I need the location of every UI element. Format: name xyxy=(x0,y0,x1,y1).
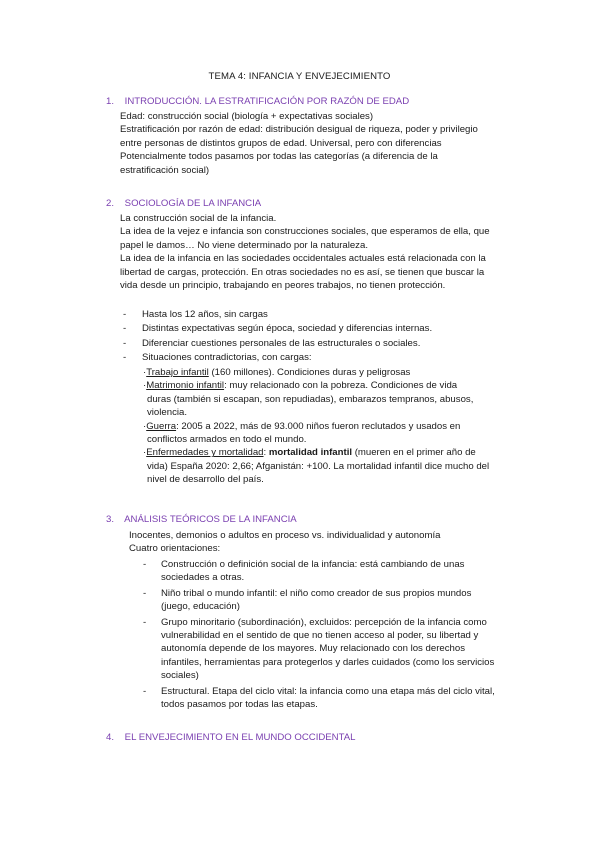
mid-dot: · xyxy=(143,380,147,392)
document-title: TEMA 4: INFANCIA Y ENVEJECIMIENTO xyxy=(208,71,391,82)
list-item-text: Hasta los 12 años, sin cargas xyxy=(142,309,268,320)
sub-item-label: Trabajo infantil xyxy=(146,367,209,378)
sub-item-label: Enfermedades y mortalidad xyxy=(146,447,264,459)
list-item-text: sociedades a otras. xyxy=(161,572,245,584)
section-number: 3. xyxy=(106,514,115,525)
section-1 xyxy=(106,95,566,177)
list-item-text: Construcción o definición social de la infancia: está cambiando de unas xyxy=(161,559,465,570)
sub-item-trabajo xyxy=(143,366,573,379)
paragraph-line: La idea de la vejez e infancia son construcciones sociales, que esperamos de ella, que xyxy=(120,226,490,238)
section-number: 4. xyxy=(106,732,115,743)
paragraph-line: La construcción social de la infancia. xyxy=(120,213,277,224)
mid-dot: · xyxy=(143,367,147,378)
list-item-text: Diferenciar cuestiones personales de las estructurales o sociales. xyxy=(142,337,421,349)
paragraph-line: estratificación social) xyxy=(120,164,210,176)
sub-item-text: : muy relacionado con la pobreza. Condiciones de vida xyxy=(224,380,458,392)
paragraph-line: La idea de la infancia en las sociedades occidentales actuales está relacionada con la xyxy=(120,253,486,265)
list-item-text: Grupo minoritario (subordinación), excluidos: percepción de la infancia como xyxy=(161,616,487,628)
list-item-text: vulnerabilidad en el sentido de que no tienen acceso al poder, su libertad y xyxy=(161,630,479,642)
mid-dot: · xyxy=(143,447,147,459)
section-heading xyxy=(106,731,566,744)
sub-item-guerra xyxy=(143,420,573,447)
sub-item-line: vida) España 2020: 2,66; Afganistán: +100. La mortalidad infantil dice mucho del xyxy=(147,460,490,472)
paragraph-line: Cuatro orientaciones: xyxy=(129,543,221,555)
list-item-text: Distintas expectativas según época, sociedad y diferencias internas. xyxy=(142,323,433,335)
orientations-list xyxy=(143,558,573,711)
section-number: 1. xyxy=(106,96,115,107)
list-item xyxy=(123,308,563,321)
sub-item-text: : 2005 a 2022, más de 93.000 niños fueron reclutados y usados en xyxy=(176,420,461,432)
paragraph-line: Potencialmente todos pasamos por todas las categorías (a diferencia de la xyxy=(120,151,438,163)
sub-item-line: nivel de desarrollo del país. xyxy=(147,474,264,486)
list-item xyxy=(123,337,563,350)
list-item xyxy=(143,685,573,712)
section-heading xyxy=(106,197,566,210)
list-item xyxy=(123,322,563,335)
section-2 xyxy=(106,197,566,292)
section-title: ANÁLISIS TEÓRICOS DE LA INFANCIA xyxy=(124,514,297,525)
section-title: SOCIOLOGÍA DE LA INFANCIA xyxy=(124,198,262,209)
paragraph-line: Inocentes, demonios o adultos en proceso vs. individualidad y autonomía xyxy=(129,530,441,541)
list-item xyxy=(123,351,563,364)
sub-item-line: duras (también si escapan, son repudiadas), embarazos tempranos, abusos, xyxy=(147,393,474,405)
sub-list xyxy=(143,366,573,487)
paragraph-line: Edad: construcción social (biología + expectativas sociales) xyxy=(120,111,374,122)
sub-item-label: Guerra xyxy=(146,420,177,432)
paragraph-line: entre personas de distintos grupos de edad. Universal, pero con diferencias xyxy=(120,137,442,149)
section-4 xyxy=(106,731,566,744)
list-item-text: (juego, educación) xyxy=(161,601,240,613)
section-title: INTRODUCCIÓN. LA ESTRATIFICACIÓN POR RAZÓN DE EDAD xyxy=(124,96,410,107)
paragraph-line: Estratificación por razón de edad: distribución desigual de riqueza, poder y privilegio xyxy=(120,124,478,136)
paragraph-line: libertad de cargas, protección. En otras sociedades no es así, se tienen que buscar la xyxy=(120,266,485,278)
dash-bullet: - xyxy=(143,559,147,570)
list-item-text: infantiles, herramientas para protegerlos y darles cuidados (como los servicios xyxy=(161,656,495,668)
list-item-text: sociales) xyxy=(161,670,199,682)
sub-item-matrimonio xyxy=(143,379,573,419)
list-item-text: Niño tribal o mundo infantil: el niño como creador de sus propios mundos xyxy=(161,587,472,599)
paragraph-line: vida desde un principio, trabajando en peores trabajos, no tienen protección. xyxy=(120,280,446,292)
dash-bullet: - xyxy=(123,323,127,335)
paragraph-line: papel le damos… No viene determinado por la naturaleza. xyxy=(120,239,368,251)
sub-item-label: Matrimonio infantil xyxy=(146,380,225,392)
dash-bullet: - xyxy=(123,337,127,349)
section-heading xyxy=(106,513,566,526)
section-number: 2. xyxy=(106,198,115,209)
sub-item-text: (160 millones). Condiciones duras y peligrosas xyxy=(208,367,411,378)
dash-bullet: - xyxy=(143,587,147,599)
list-item xyxy=(143,616,573,683)
list-item-text: autonomía depende de los mayores. Muy relacionado con los derechos xyxy=(161,643,465,655)
sub-item-text: (mueren en el primer año de xyxy=(352,447,476,459)
list-item-text: todos pasamos por todas las etapas. xyxy=(161,699,318,711)
list-item xyxy=(143,587,573,614)
bullet-list xyxy=(123,308,563,365)
section-3-intro xyxy=(129,529,569,556)
list-item xyxy=(143,558,573,585)
dash-bullet: - xyxy=(143,616,147,628)
sub-item-enfermedades xyxy=(143,446,573,486)
section-3 xyxy=(106,513,566,526)
sub-item-line: violencia. xyxy=(147,407,187,419)
sub-item-line: conflictos armados en todo el mundo. xyxy=(147,434,307,446)
sub-item-bold: mortalidad infantil xyxy=(268,447,353,459)
list-item-text: Situaciones contradictorias, con cargas: xyxy=(142,352,312,364)
dash-bullet: - xyxy=(143,685,147,697)
list-item-text: Estructural. Etapa del ciclo vital: la infancia como una etapa más del ciclo vital, xyxy=(161,685,495,697)
section-heading xyxy=(106,95,566,108)
mid-dot: · xyxy=(143,420,147,432)
sub-item-text: : xyxy=(263,447,269,459)
section-title: EL ENVEJECIMIENTO EN EL MUNDO OCCIDENTAL xyxy=(124,732,356,743)
dash-bullet: - xyxy=(123,352,127,364)
dash-bullet: - xyxy=(123,309,127,320)
